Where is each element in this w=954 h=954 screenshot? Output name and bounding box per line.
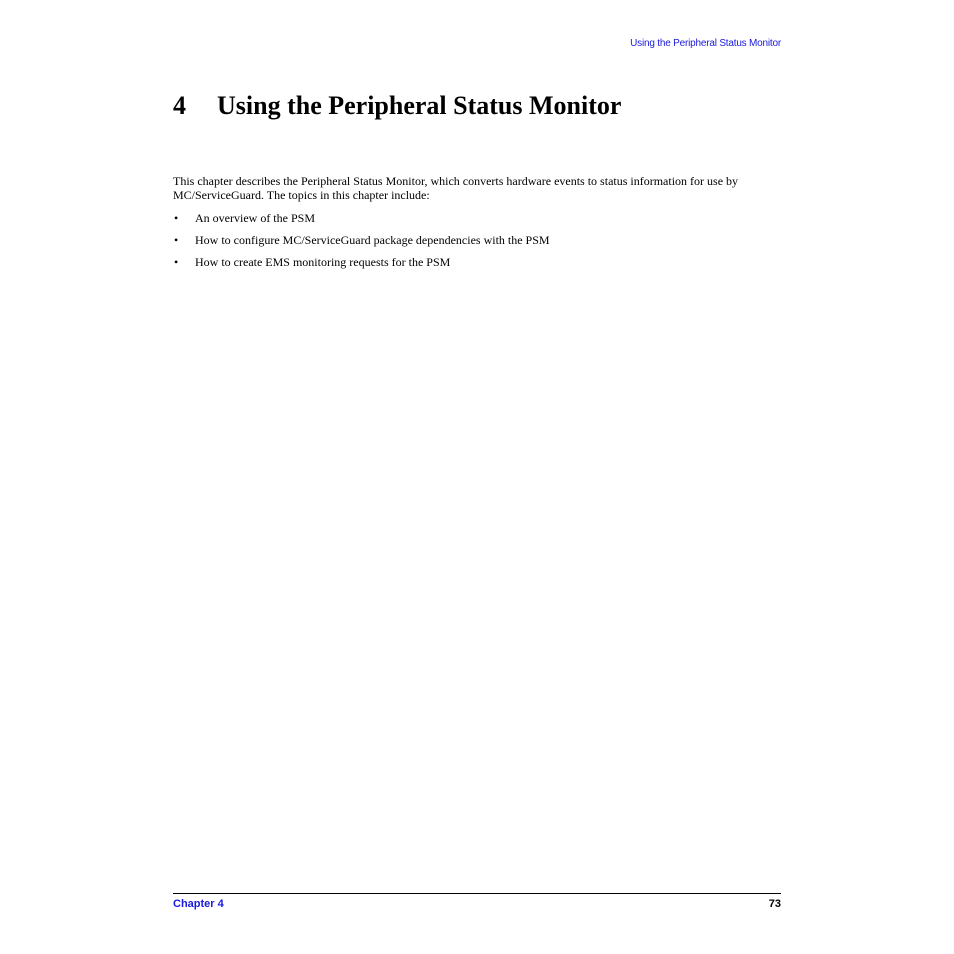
chapter-number: 4 bbox=[173, 91, 186, 120]
footer-chapter-link[interactable]: Chapter 4 bbox=[173, 898, 224, 910]
bullet-icon: • bbox=[174, 211, 179, 225]
page-number: 73 bbox=[768, 898, 781, 910]
chapter-heading bbox=[173, 88, 621, 124]
bullet-icon: • bbox=[174, 255, 179, 269]
chapter-title-text: Using the Peripheral Status Monitor bbox=[217, 91, 622, 120]
intro-paragraph: This chapter describes the Peripheral Status Monitor, which converts hardware events to status information for use by MC/ServiceGuard. The topics in this chapter include: bbox=[173, 174, 739, 202]
list-item bbox=[173, 211, 785, 225]
bullet-icon: • bbox=[174, 233, 179, 247]
list-item bbox=[173, 233, 785, 247]
topic-text: How to create EMS monitoring requests for the PSM bbox=[195, 255, 451, 269]
topic-list bbox=[173, 211, 785, 277]
list-item bbox=[173, 255, 785, 269]
topic-text: An overview of the PSM bbox=[195, 211, 315, 225]
footer-divider bbox=[173, 893, 781, 894]
topic-text: How to configure MC/ServiceGuard package dependencies with the PSM bbox=[195, 233, 550, 247]
running-header[interactable]: Using the Peripheral Status Monitor bbox=[630, 38, 781, 49]
